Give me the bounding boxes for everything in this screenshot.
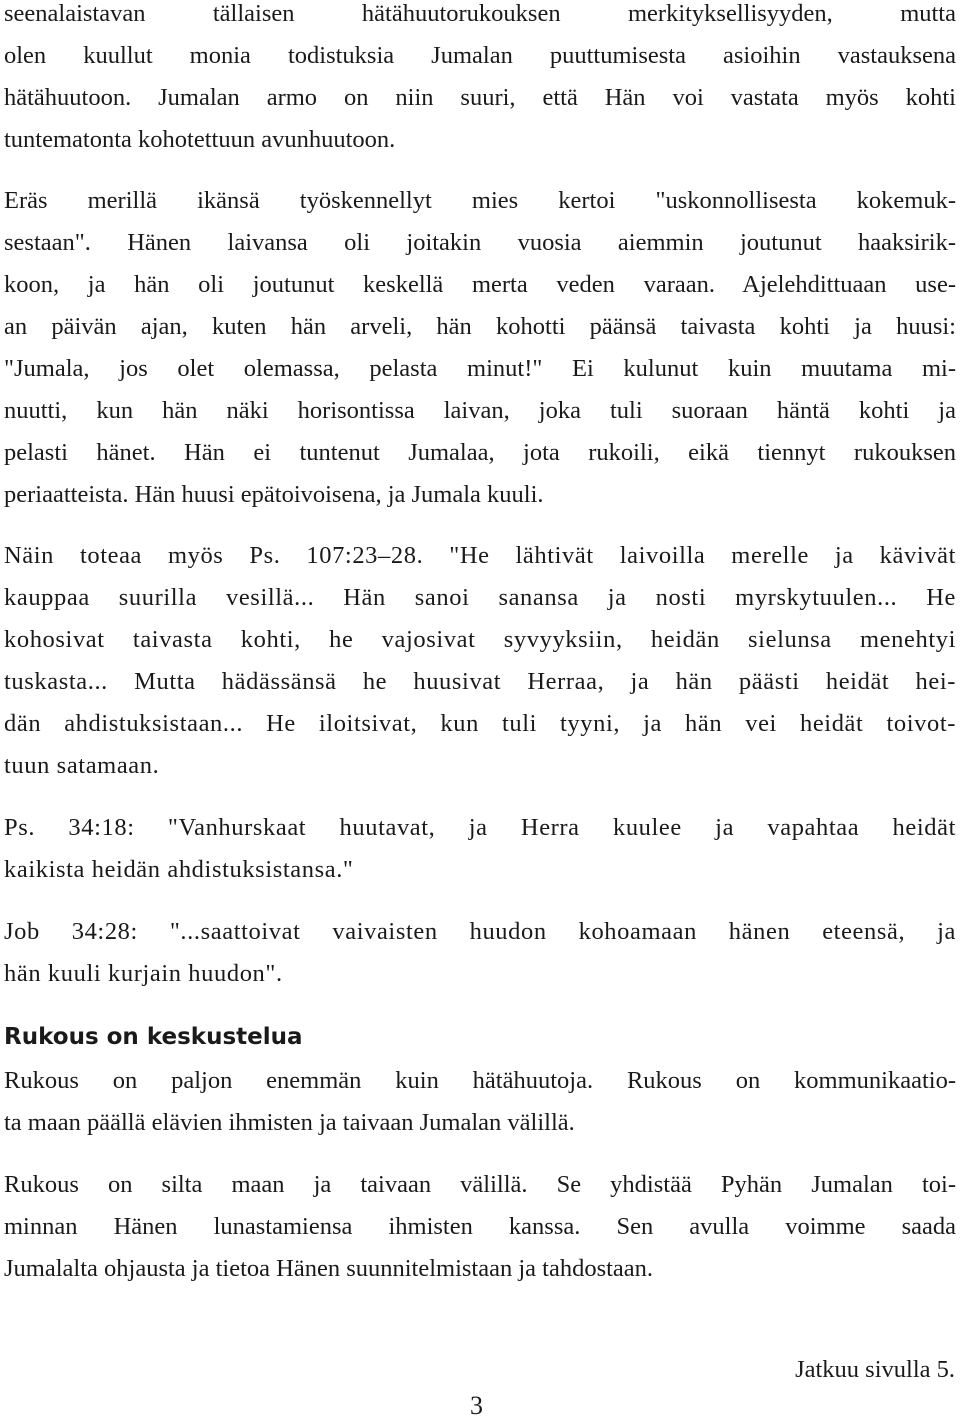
- page-number: 3: [470, 1391, 483, 1420]
- text-line: kauppaa suurilla vesillä... Hän sanoi sanansa ja nosti myrskytuulen... He: [4, 584, 956, 611]
- text-line: minnan Hänen lunastamiensa ihmisten kanssa. Sen avulla voimme saada: [4, 1213, 956, 1240]
- text-line: pelasti hänet. Hän ei tuntenut Jumalaa, jota rukoili, eikä tiennyt rukouksen: [4, 439, 956, 466]
- text-line: an päivän ajan, kuten hän arveli, hän kohotti päänsä taivasta kohti ja huusi:: [4, 313, 956, 340]
- continued-note: Jatkuu sivulla 5.: [795, 1356, 955, 1383]
- text-line: kaikista heidän ahdistuksistansa.": [4, 856, 354, 883]
- text-line: kohosivat taivasta kohti, he vajosivat syvyyksiin, heidän sielunsa menehtyi: [4, 626, 956, 653]
- text-line: seenalaistavan tällaisen hätähuutorukouksen merkityksellisyyden, mutta: [4, 0, 956, 27]
- text-line: Rukous on silta maan ja taivaan välillä. Se yhdistää Pyhän Jumalan toi-: [4, 1171, 956, 1198]
- text-line: Job 34:28: "...saattoivat vaivaisten huudon kohoamaan hänen eteensä, ja: [4, 918, 956, 945]
- text-line: tuskasta... Mutta hädässänsä he huusivat Herraa, ja hän päästi heidät hei-: [4, 668, 956, 695]
- text-line: Ps. 34:18: "Vanhurskaat huutavat, ja Herra kuulee ja vapahtaa heidät: [4, 814, 956, 841]
- text-line: tuun satamaan.: [4, 752, 160, 779]
- text-line: periaatteista. Hän huusi epätoivoisena, ja Jumala kuuli.: [4, 481, 544, 508]
- text-line: sestaan". Hänen laivansa oli joitakin vuosia aiemmin joutunut haaksirik-: [4, 229, 956, 256]
- text-line: koon, ja hän oli joutunut keskellä merta veden varaan. Ajelehdittuaan use-: [4, 271, 956, 298]
- text-line: ta maan päällä elävien ihmisten ja taivaan Jumalan välillä.: [4, 1109, 575, 1136]
- text-line: Näin toteaa myös Ps. 107:23–28. "He lähtivät laivoilla merelle ja kävivät: [4, 542, 956, 569]
- text-line: hän kuuli kurjain huudon".: [4, 960, 283, 987]
- text-line: tuntematonta kohotettuun avunhuutoon.: [4, 126, 396, 153]
- text-line: hätähuutoon. Jumalan armo on niin suuri, että Hän voi vastata myös kohti: [4, 84, 956, 111]
- text-line: Jumalalta ohjausta ja tietoa Hänen suunnitelmistaan ja tahdostaan.: [4, 1255, 654, 1282]
- section-heading: Rukous on keskustelua: [4, 1024, 303, 1050]
- text-line: nuutti, kun hän näki horisontissa laivan, joka tuli suoraan häntä kohti ja: [4, 397, 956, 424]
- text-line: Rukous on paljon enemmän kuin hätähuutoja. Rukous on kommunikaatio-: [4, 1067, 956, 1094]
- text-line: olen kuullut monia todistuksia Jumalan puuttumisesta asioihin vastauksena: [4, 42, 956, 69]
- text-line: "Jumala, jos olet olemassa, pelasta minut!" Ei kulunut kuin muutama mi-: [4, 355, 956, 382]
- text-line: Eräs merillä ikänsä työskennellyt mies kertoi "uskonnollisesta kokemuk-: [4, 187, 956, 214]
- text-line: dän ahdistuksistaan... He iloitsivat, kun tuli tyyni, ja hän vei heidät toivot-: [4, 710, 956, 737]
